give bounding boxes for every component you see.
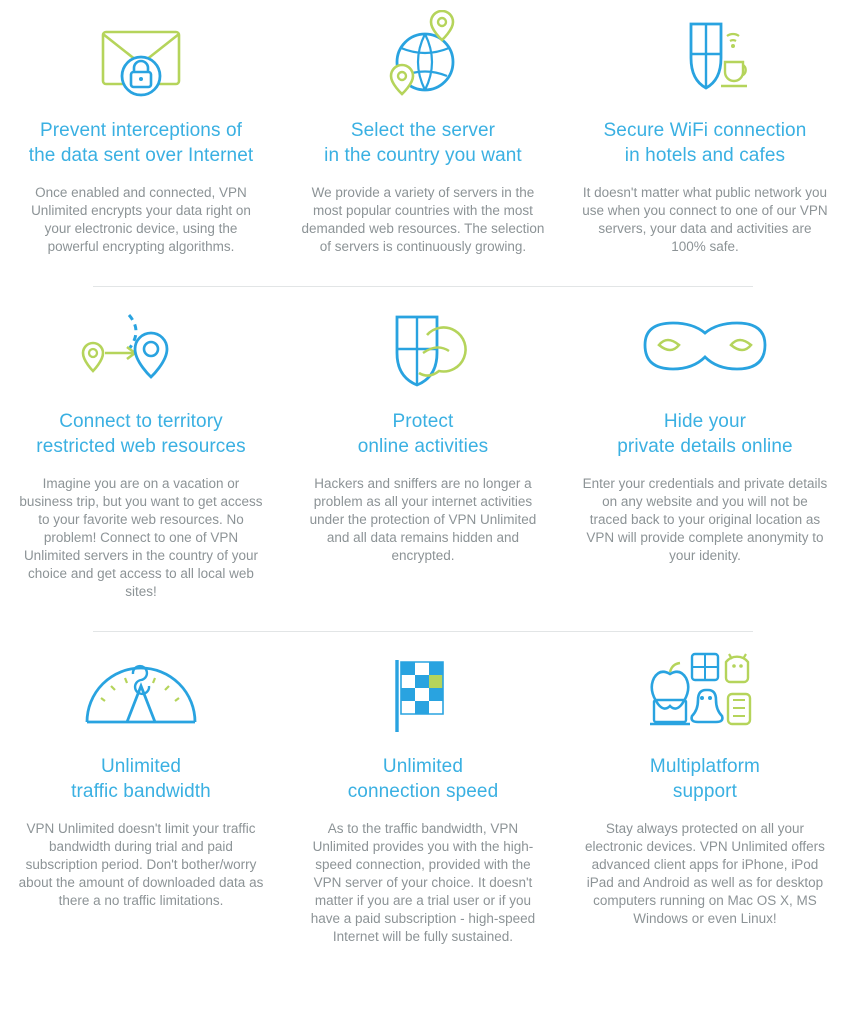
bottom-spacer bbox=[0, 946, 846, 964]
shield-wifi-coffee-icon bbox=[649, 6, 761, 110]
feature-title bbox=[358, 409, 489, 459]
feature-row-2 bbox=[0, 287, 846, 601]
feature-title-line1: Protect bbox=[392, 411, 454, 432]
feature-title bbox=[604, 118, 807, 168]
feature-description: Hackers and sniffers are no longer a problem as all your internet activities under the protection of VPN Unlimited and all data remains hidden and encrypted. bbox=[309, 476, 537, 563]
feature-title-line2: restricted web resources bbox=[36, 436, 246, 457]
feature-cell-multiplatform bbox=[564, 642, 846, 946]
feature-description: Imagine you are on a vacation or business trip, but you want to get access to your favorite web resources. No problem! Connect to one of VPN Unlimited servers in the country of your choice and get access to all local web sites! bbox=[19, 476, 263, 599]
feature-title bbox=[71, 754, 211, 804]
feature-description: Stay always protected on all your electronic devices. VPN Unlimited offers advanced client apps for iPhone, iPod iPad and Android as well as for desktop computers running on Mac OS X, MS Windows or even Linux! bbox=[585, 821, 825, 926]
feature-cell-hide-details bbox=[564, 297, 846, 601]
feature-cell-protect-online bbox=[282, 297, 564, 601]
feature-title bbox=[29, 118, 254, 168]
envelope-lock-icon bbox=[85, 6, 197, 110]
gauge-infinity-icon bbox=[71, 642, 211, 746]
multiplatform-devices-icon bbox=[630, 642, 780, 746]
feature-title-line1: Secure WiFi connection bbox=[603, 120, 807, 141]
feature-title-line2: support bbox=[672, 781, 737, 802]
feature-cell-prevent-interceptions bbox=[0, 6, 282, 256]
feature-cell-unlimited-speed bbox=[282, 642, 564, 946]
feature-title-line1: Unlimited bbox=[100, 756, 182, 777]
feature-title-line1: Prevent interceptions of bbox=[39, 120, 242, 141]
feature-title-line2: connection speed bbox=[347, 781, 499, 802]
feature-title-line1: Connect to territory bbox=[59, 411, 223, 432]
feature-description: We provide a variety of servers in the most popular countries with the most demanded web resources. The selection of servers is continuously growing. bbox=[301, 185, 545, 254]
globe-location-pin-icon bbox=[367, 6, 479, 110]
feature-title-line1: Select the server bbox=[350, 120, 496, 141]
feature-cell-select-server bbox=[282, 6, 564, 256]
feature-title-line1: Multiplatform bbox=[649, 756, 760, 777]
feature-cell-connect-territory bbox=[0, 297, 282, 601]
feature-title bbox=[348, 754, 499, 804]
feature-title-line2: online activities bbox=[357, 436, 489, 457]
feature-row-3 bbox=[0, 632, 846, 946]
feature-row-1 bbox=[0, 0, 846, 256]
feature-title-line2: private details online bbox=[617, 436, 793, 457]
feature-cell-unlimited-bandwidth bbox=[0, 642, 282, 946]
feature-description: It doesn't matter what public network you use when you connect to one of our VPN servers, your data and activities are 100% safe. bbox=[582, 185, 828, 254]
feature-cell-secure-wifi bbox=[564, 6, 846, 256]
location-route-arrow-icon bbox=[71, 297, 211, 401]
feature-title-line2: in the country you want bbox=[324, 145, 522, 166]
feature-description: VPN Unlimited doesn't limit your traffic bandwidth during trial and paid subscription period. Don't bother/worry about the amount of downloaded data as there a no traffic limitations. bbox=[18, 821, 264, 908]
feature-title-line2: the data sent over Internet bbox=[28, 145, 254, 166]
feature-description: As to the traffic bandwidth, VPN Unlimited provides you with the high-speed connection, provided with the VPN server of your choice. It doesn't matter if you are a trial user or if you have a paid subscription - high-speed Internet will be fully sustained. bbox=[310, 821, 536, 944]
feature-title bbox=[650, 754, 760, 804]
feature-description: Once enabled and connected, VPN Unlimited encrypts your data right on your electronic device, using the powerful encrypting algorithms. bbox=[31, 185, 251, 254]
feature-title bbox=[324, 118, 522, 168]
feature-title-line2: traffic bandwidth bbox=[71, 781, 211, 802]
feature-title-line1: Unlimited bbox=[382, 756, 464, 777]
feature-title bbox=[617, 409, 792, 459]
checkered-flag-icon bbox=[367, 642, 479, 746]
mask-icon bbox=[627, 297, 783, 401]
feature-title-line1: Hide your bbox=[663, 411, 747, 432]
feature-title bbox=[36, 409, 245, 459]
feature-description: Enter your credentials and private details on any website and you will not be traced back to your original location as VPN will provide complete anonymity to your idenity. bbox=[582, 476, 828, 563]
feature-title-line2: in hotels and cafes bbox=[624, 145, 786, 166]
shield-browser-icon bbox=[367, 297, 479, 401]
